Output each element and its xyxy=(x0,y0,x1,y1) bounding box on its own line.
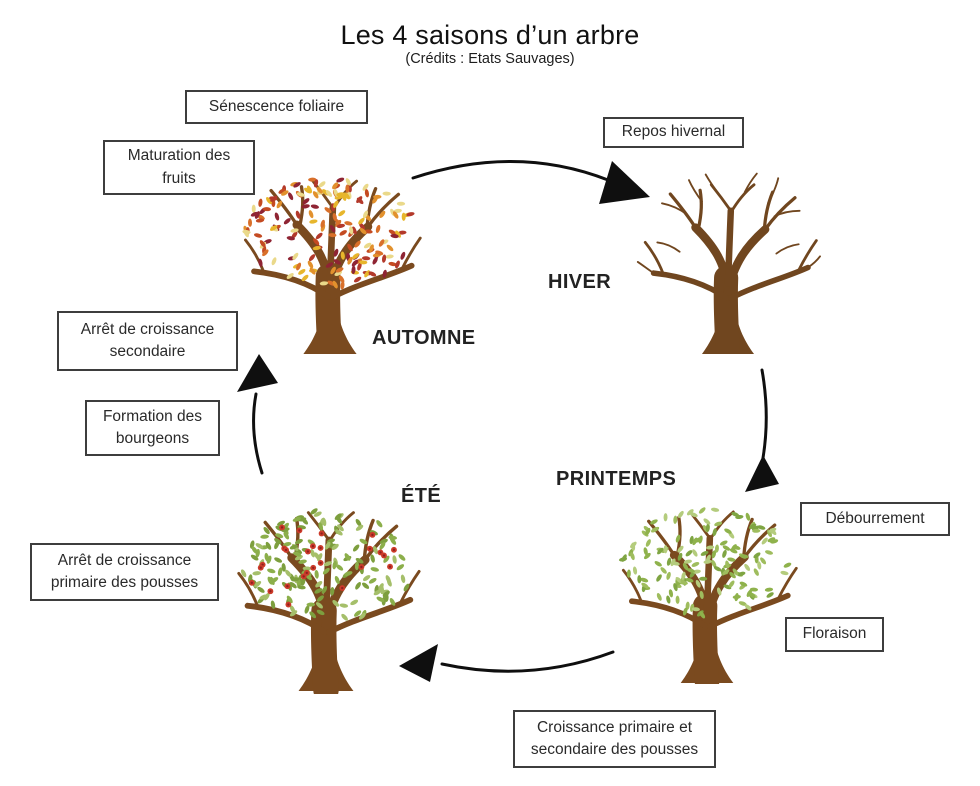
winter-bare-tree-icon xyxy=(633,168,823,354)
autumn-tree-icon xyxy=(234,164,426,354)
summer-flowering-tree-icon xyxy=(228,492,424,694)
cycle-arrow-hiver-to-printemps xyxy=(745,370,779,492)
label-box-debourrement: Débourrement xyxy=(800,502,950,536)
label-box-arret-croissance-primaire: Arrêt de croissance primaire des pousses xyxy=(30,543,219,601)
spring-tree-icon xyxy=(613,494,801,684)
label-box-arret-croissance-secondaire: Arrêt de croissance secondaire xyxy=(57,311,238,371)
cycle-arrow-printemps-to-ete xyxy=(399,644,613,682)
label-box-senescence-foliaire: Sénescence foliaire xyxy=(185,90,368,124)
season-label-hiver: HIVER xyxy=(548,271,612,293)
label-box-formation-bourgeons: Formation des bourgeons xyxy=(85,400,220,456)
page-subtitle: (Crédits : Etats Sauvages) xyxy=(405,51,575,67)
label-box-floraison: Floraison xyxy=(785,617,884,652)
label-box-croissance-pousses: Croissance primaire et secondaire des pousses xyxy=(513,710,716,768)
season-label-printemps: PRINTEMPS xyxy=(556,468,677,490)
cycle-arrow-automne-to-hiver xyxy=(413,161,650,204)
season-label-automne: AUTOMNE xyxy=(372,327,476,349)
label-box-repos-hivernal: Repos hivernal xyxy=(603,117,744,148)
season-label-ete: ÉTÉ xyxy=(401,485,442,507)
cycle-arrow-ete-to-automne xyxy=(237,354,278,473)
page-title: Les 4 saisons d’un arbre xyxy=(340,20,640,50)
label-box-maturation-fruits: Maturation des fruits xyxy=(103,140,255,195)
